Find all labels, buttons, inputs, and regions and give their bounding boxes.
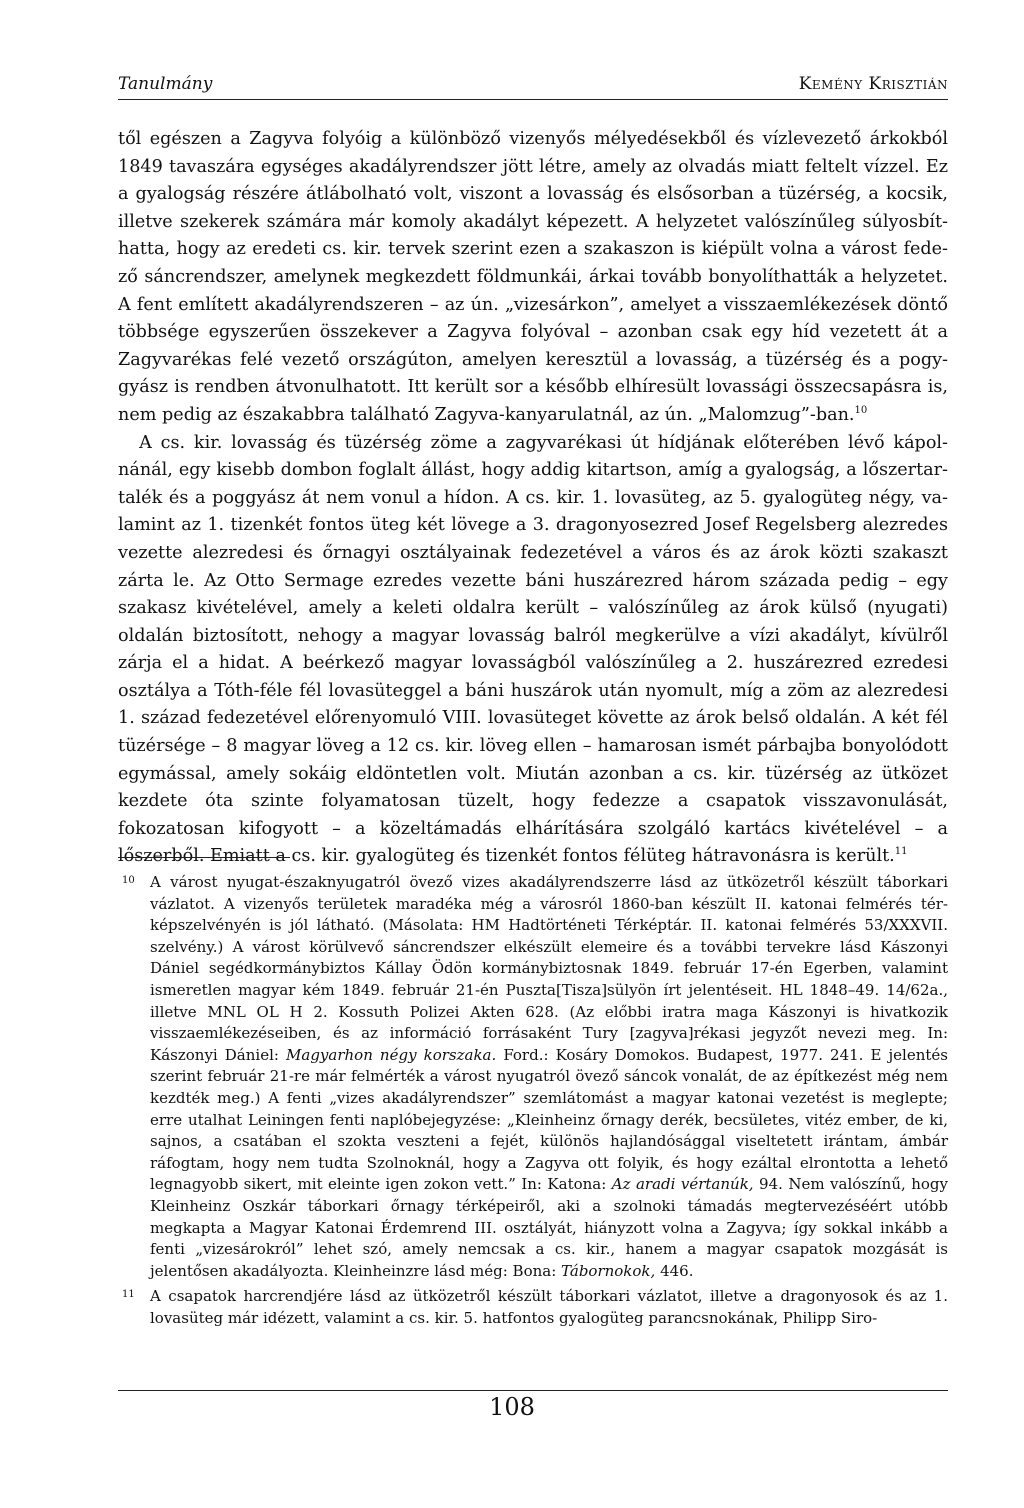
cited-title: Az aradi vértanúk, <box>611 1175 754 1194</box>
paragraph-1-text: től egészen a Zagyva folyóig a különböző vizenyős mélyedésekből és vízlevezető árkokból 1849 tavaszára egységes akadályrendszer jött létre, amely az olvadás miatt feltelt vízzel. Ez a gyalogság részére átlábolható volt, viszont a lovasság és elsősorban a tüzérség, a kocsik, illetve szekerek számára már komoly akadályt képezett. A helyzetet valószínűleg súlyosbíthatta, hogy az eredeti cs. kir. tervek szerint ezen a szakaszon is kiépült volna a várost fedező sáncrendszer, amelynek megkezdett földmunkái, árkai tovább bonyolíthatták a helyzetet. A fent említett akadályrendszeren – az ún. „vizesárkon”, amelyet a visszaemlékezések döntő többsége egyszerűen összekever a Zagyva folyóval – azonban csak egy híd vezetett át a Zagyvarékas felé vezető országúton, amelyen keresztül a lovasság, a tüzérség és a pogygyász is rendben átvonulhatott. Itt került sor a később elhíresült lovassági összecsapásra is, nem pedig az északabbra található Zagyva-kanyarulatnál, az ún. „Malomzug”-ban. <box>118 129 948 425</box>
main-text <box>118 126 948 871</box>
cited-title: Tábornokok, <box>561 1261 656 1280</box>
footnote-text: A csapatok harcrendjére lásd az ütközetről készült táborkari vázlatot, illetve a dragonyosok és az 1. lovasüteg már idézett, valamint a cs. kir. 5. hatfontos gyalogüteg parancsnokának, Philipp Siro- <box>150 1287 948 1327</box>
paragraph-1 <box>118 126 948 430</box>
section-title: Tanulmány <box>118 74 213 94</box>
footnote-number: 10 <box>122 875 135 886</box>
footnote-ref-11[interactable]: 11 <box>894 846 908 858</box>
page-bottom-rule <box>118 1390 948 1391</box>
footnote-text: 94. Nem valószínű, hogy Kleinheinz Oszkár táborkari őrnagy térképeiről, aki a szolnoki támadás megtervezéséért utóbb megkapta a Magyar Katonai Érdemrend III. osztályát, hiányzott volna a Zagyva; így sokkal inkább a fenti „vizesárokról” lehet szó, amely nemcsak a cs. kir., hanem a magyar csapatok mozgását is jelentősen akadályozta. Kleinheinzre lásd még: Bona: <box>150 1175 948 1280</box>
footnote-text: Ford.: Kosáry Domokos. Budapest, 1977. 241. E jelentés szerint február 21-re már felmérték a várost nyugatról övező sáncok vonalát, de az építkezést még nem kezdték meg.) A fenti „vizes akadályrendszer” szemlátomást a magyar katonai vezetést is meglepte; erre utalhat Leiningen fenti naplóbejegyzése: „Kleinheinz őrnagy derék, becsületes, vitéz ember, de ki, sajnos, a csatában el szokta veszteni a fejét, különös hajlandósággal viseltetett irántam, ámbár ráfogtam, hogy nem tudta Szolnoknál, hogy a Zagyva ott folyik, és hogy ezáltal elrontotta a lehető legnagyobb sikert, mit eleinte igen zokon vett.” In: Katona: <box>150 1045 948 1194</box>
footnote-11 <box>118 1286 948 1329</box>
paragraph-2-text: A cs. kir. lovasság és tüzérség zöme a zagyvarékasi út hídjának előterében lévő kápolnánál, egy kisebb dombon foglalt állást, hogy addig kitartson, amíg a gyalogság, a lőszertartalék és a poggyász át nem vonul a hídon. A cs. kir. 1. lovasüteg, az 5. gyalogüteg négy, valamint az 1. tizenkét fontos üteg két lövege a 3. dragonyosezred Josef Regelsberg alezredes vezette alezredesi és őrnagyi osztályainak fedezetével a város és az árok közti szakaszt zárta le. Az Otto Sermage ezredes vezette báni huszárezred három százada pedig – egy szakasz kivételével, amely a keleti oldalra került – valószínűleg az árok külső (nyugati) oldalán biztosított, nehogy a magyar lovasság balról megkerülve a vízi akadályt, kívülről zárja el a hidat. A beérkező magyar lovasságból valószínűleg a 2. huszárezred ezredesi osztálya a Tóth-féle fél lovasüteggel a báni huszárok után nyomult, míg a zöm az alezredesi 1. század fedezetével előrenyomuló VIII. lovasüteget követte az árok belső oldalán. A két fél tüzérsége – 8 magyar löveg a 12 cs. kir. löveg ellen – hamarosan ismét párbajba bonyolódott egymással, amely sokáig eldöntetlen volt. Miután azonban a cs. kir. tüzérség az ütközet kezdete óta szinte folyamatosan tüzelt, hogy fedezze a csapatok visszavonulását, fokozatosan kifogyott – a közeltámadás elhárítására szolgáló kartács kivételével – a lőszerből. Emiatt a cs. kir. gyalogüteg és tizenkét fontos félüteg hátravonásra is került. <box>118 432 948 867</box>
page-number: 108 <box>489 1393 535 1421</box>
running-head <box>118 74 948 100</box>
cited-title: Magyarhon négy korszaka. <box>286 1045 497 1064</box>
footnote-separator <box>118 857 290 858</box>
footnote-number: 11 <box>122 1289 135 1301</box>
footnote-ref-10[interactable]: 10 <box>854 404 868 416</box>
footnote-10 <box>118 872 948 1282</box>
footnote-text: 446. <box>655 1261 694 1280</box>
paragraph-2 <box>118 430 948 872</box>
footnote-text: A várost nyugat-északnyugatról övező vizes akadályrendszerre lásd az ütközetről készült táborkari vázlatot. A vizenyős területek maradéka még a városról 1860-ban készült II. katonai felmérés térképszelvényén is jól látható. (Másolata: HM Hadtörténeti Térképtár. II. katonai felmérés 53/XXXVII. szelvény.) A várost körülvevő sáncrendszer elkészült elemeire és a további tervekre lásd Kászonyi Dániel segédkormánybiztos Kállay Ödön kormánybiztosnak 1849. február 17-én Egerben, valamint ismeretlen magyar kém 1849. február 21-én Puszta[Tisza]sülyön írt jelentéseit. HL 1848–49. 14/62a., illetve MNL OL H 2. Kossuth Polizei Akten 628. (Az előbbi iratra maga Kászonyi is hivatkozik visszaemlékezéseiben, és az információ forrásaként Tury [zagyva]rékasi jegyzőt nevezi meg. In: Kászonyi Dániel: <box>150 873 948 1064</box>
footnotes <box>118 872 948 1333</box>
author-name: Kemény Krisztián <box>798 74 948 94</box>
